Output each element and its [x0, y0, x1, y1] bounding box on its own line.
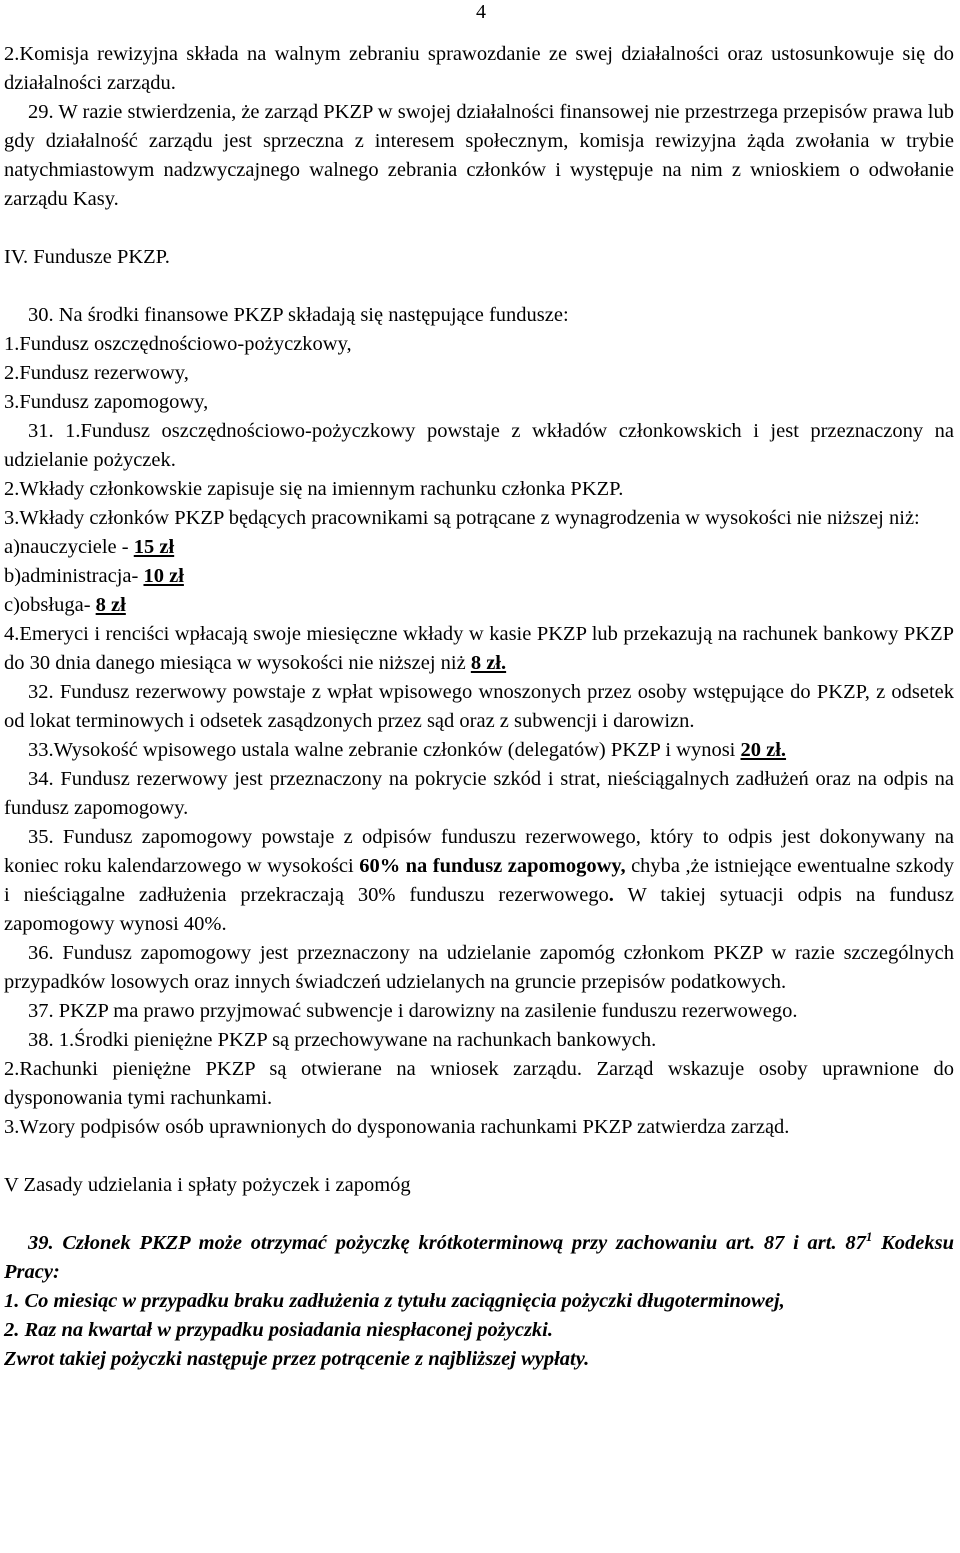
fund-item-2: 2.Fundusz rezerwowy,	[4, 362, 189, 384]
document-body	[4, 40, 954, 1374]
paragraph-31-4: 4.Emeryci i renciści wpłacają swoje miesięczne wkłady w kasie PKZP lub przekazują na rachunek bankowy PKZP do 30 dnia danego miesiąca w wysokości nie niższej niż 8 zł.	[4, 623, 954, 674]
fund-item-1: 1.Fundusz oszczędnościowo-pożyczkowy,	[4, 333, 352, 355]
paragraph-31-2: 2.Wkłady członkowskie zapisuje się na imiennym rachunku członka PKZP.	[4, 478, 624, 500]
contribution-administration: b)administracja- 10 zł	[4, 565, 184, 587]
paragraph-36: 36. Fundusz zapomogowy jest przeznaczony na udzielanie zapomóg członkom PKZP w razie szczególnych przypadków losowych oraz innych świadczeń udzielanych na gruncie przepisów podatkowych.	[4, 942, 954, 993]
fund-item-3: 3.Fundusz zapomogowy,	[4, 391, 209, 413]
paragraph-39-3: Zwrot takiej pożyczki następuje przez potrącenie z najbliższej wypłaty.	[4, 1348, 590, 1370]
paragraph-32: 32. Fundusz rezerwowy powstaje z wpłat wpisowego wnoszonych przez osoby wstępujące do PKZP, z odsetek od lokat terminowych i odsetek zasądzonych przez sąd oraz z subwencji i darowizn.	[4, 681, 954, 732]
paragraph-audit-report: 2.Komisja rewizyjna składa na walnym zebraniu sprawozdanie ze swej działalności oraz ustosunkowuje się do działalności zarządu.	[4, 43, 954, 94]
contribution-service: c)obsługa- 8 zł	[4, 594, 126, 616]
page-number: 4	[476, 1, 486, 23]
paragraph-30: 30. Na środki finansowe PKZP składają się następujące fundusze:	[28, 304, 569, 326]
section-heading-loans: V Zasady udzielania i spłaty pożyczek i zapomóg	[4, 1174, 411, 1196]
paragraph-31: 31. 1.Fundusz oszczędnościowo-pożyczkowy powstaje z wkładów członkowskich i jest przeznaczony na udzielanie pożyczek.	[4, 420, 954, 471]
paragraph-39-1: 1. Co miesiąc w przypadku braku zadłużenia z tytułu zaciągnięcia pożyczki długoterminowej,	[4, 1290, 785, 1312]
paragraph-39-2: 2. Raz na kwartał w przypadku posiadania niespłaconej pożyczki.	[4, 1319, 554, 1341]
contribution-teachers: a)nauczyciele - 15 zł	[4, 536, 175, 558]
paragraph-37: 37. PKZP ma prawo przyjmować subwencje i darowizny na zasilenie funduszu rezerwowego.	[28, 1000, 798, 1022]
paragraph-38-3: 3.Wzory podpisów osób uprawnionych do dysponowania rachunkami PKZP zatwierdza zarząd.	[4, 1116, 790, 1138]
paragraph-39: 39. Członek PKZP może otrzymać pożyczkę krótkoterminową przy zachowaniu art. 87 i art. $87^1$ Kodeksu Pracy:	[4, 1229, 954, 1283]
paragraph-29: 29. W razie stwierdzenia, że zarząd PKZP w swojej działalności finansowej nie przestrzega przepisów prawa lub gdy działalność zarządu jest sprzeczna z interesem społecznym, komisja rewizyjna żąda zwołania w trybie natychmiastowym nadzwyczajnego walnego zebrania członków i występuje na nim z wnioskiem o odwołanie zarządu Kasy.	[4, 101, 954, 210]
paragraph-31-3: 3.Wkłady członków PKZP będących pracownikami są potrącane z wynagrodzenia w wysokości nie niższej niż:	[4, 507, 920, 529]
paragraph-33: 33.Wysokość wpisowego ustala walne zebranie członków (delegatów) PKZP i wynosi 20 zł.	[28, 739, 787, 761]
paragraph-34: 34. Fundusz rezerwowy jest przeznaczony na pokrycie szkód i strat, nieściągalnych zadłużeń oraz na odpis na fundusz zapomogowy.	[4, 768, 954, 819]
section-heading-funds: IV. Fundusze PKZP.	[4, 246, 170, 268]
paragraph-38: 38. 1.Środki pieniężne PKZP są przechowywane na rachunkach bankowych.	[28, 1029, 657, 1051]
paragraph-38-2: 2.Rachunki pieniężne PKZP są otwierane na wniosek zarządu. Zarząd wskazuje osoby uprawnione do dysponowania tymi rachunkami.	[4, 1058, 954, 1109]
paragraph-35: 35. Fundusz zapomogowy powstaje z odpisów funduszu rezerwowego, który to odpis jest dokonywany na koniec roku kalendarzowego w wysokości 60% na fundusz zapomogowy, chyba ,że istniejące ewentualne szkody i nieściągalne zadłużenia przekraczają 30% funduszu rezerwowego. W takiej sytuacji odpis na fundusz zapomogowy wynosi 40%.	[4, 826, 955, 935]
